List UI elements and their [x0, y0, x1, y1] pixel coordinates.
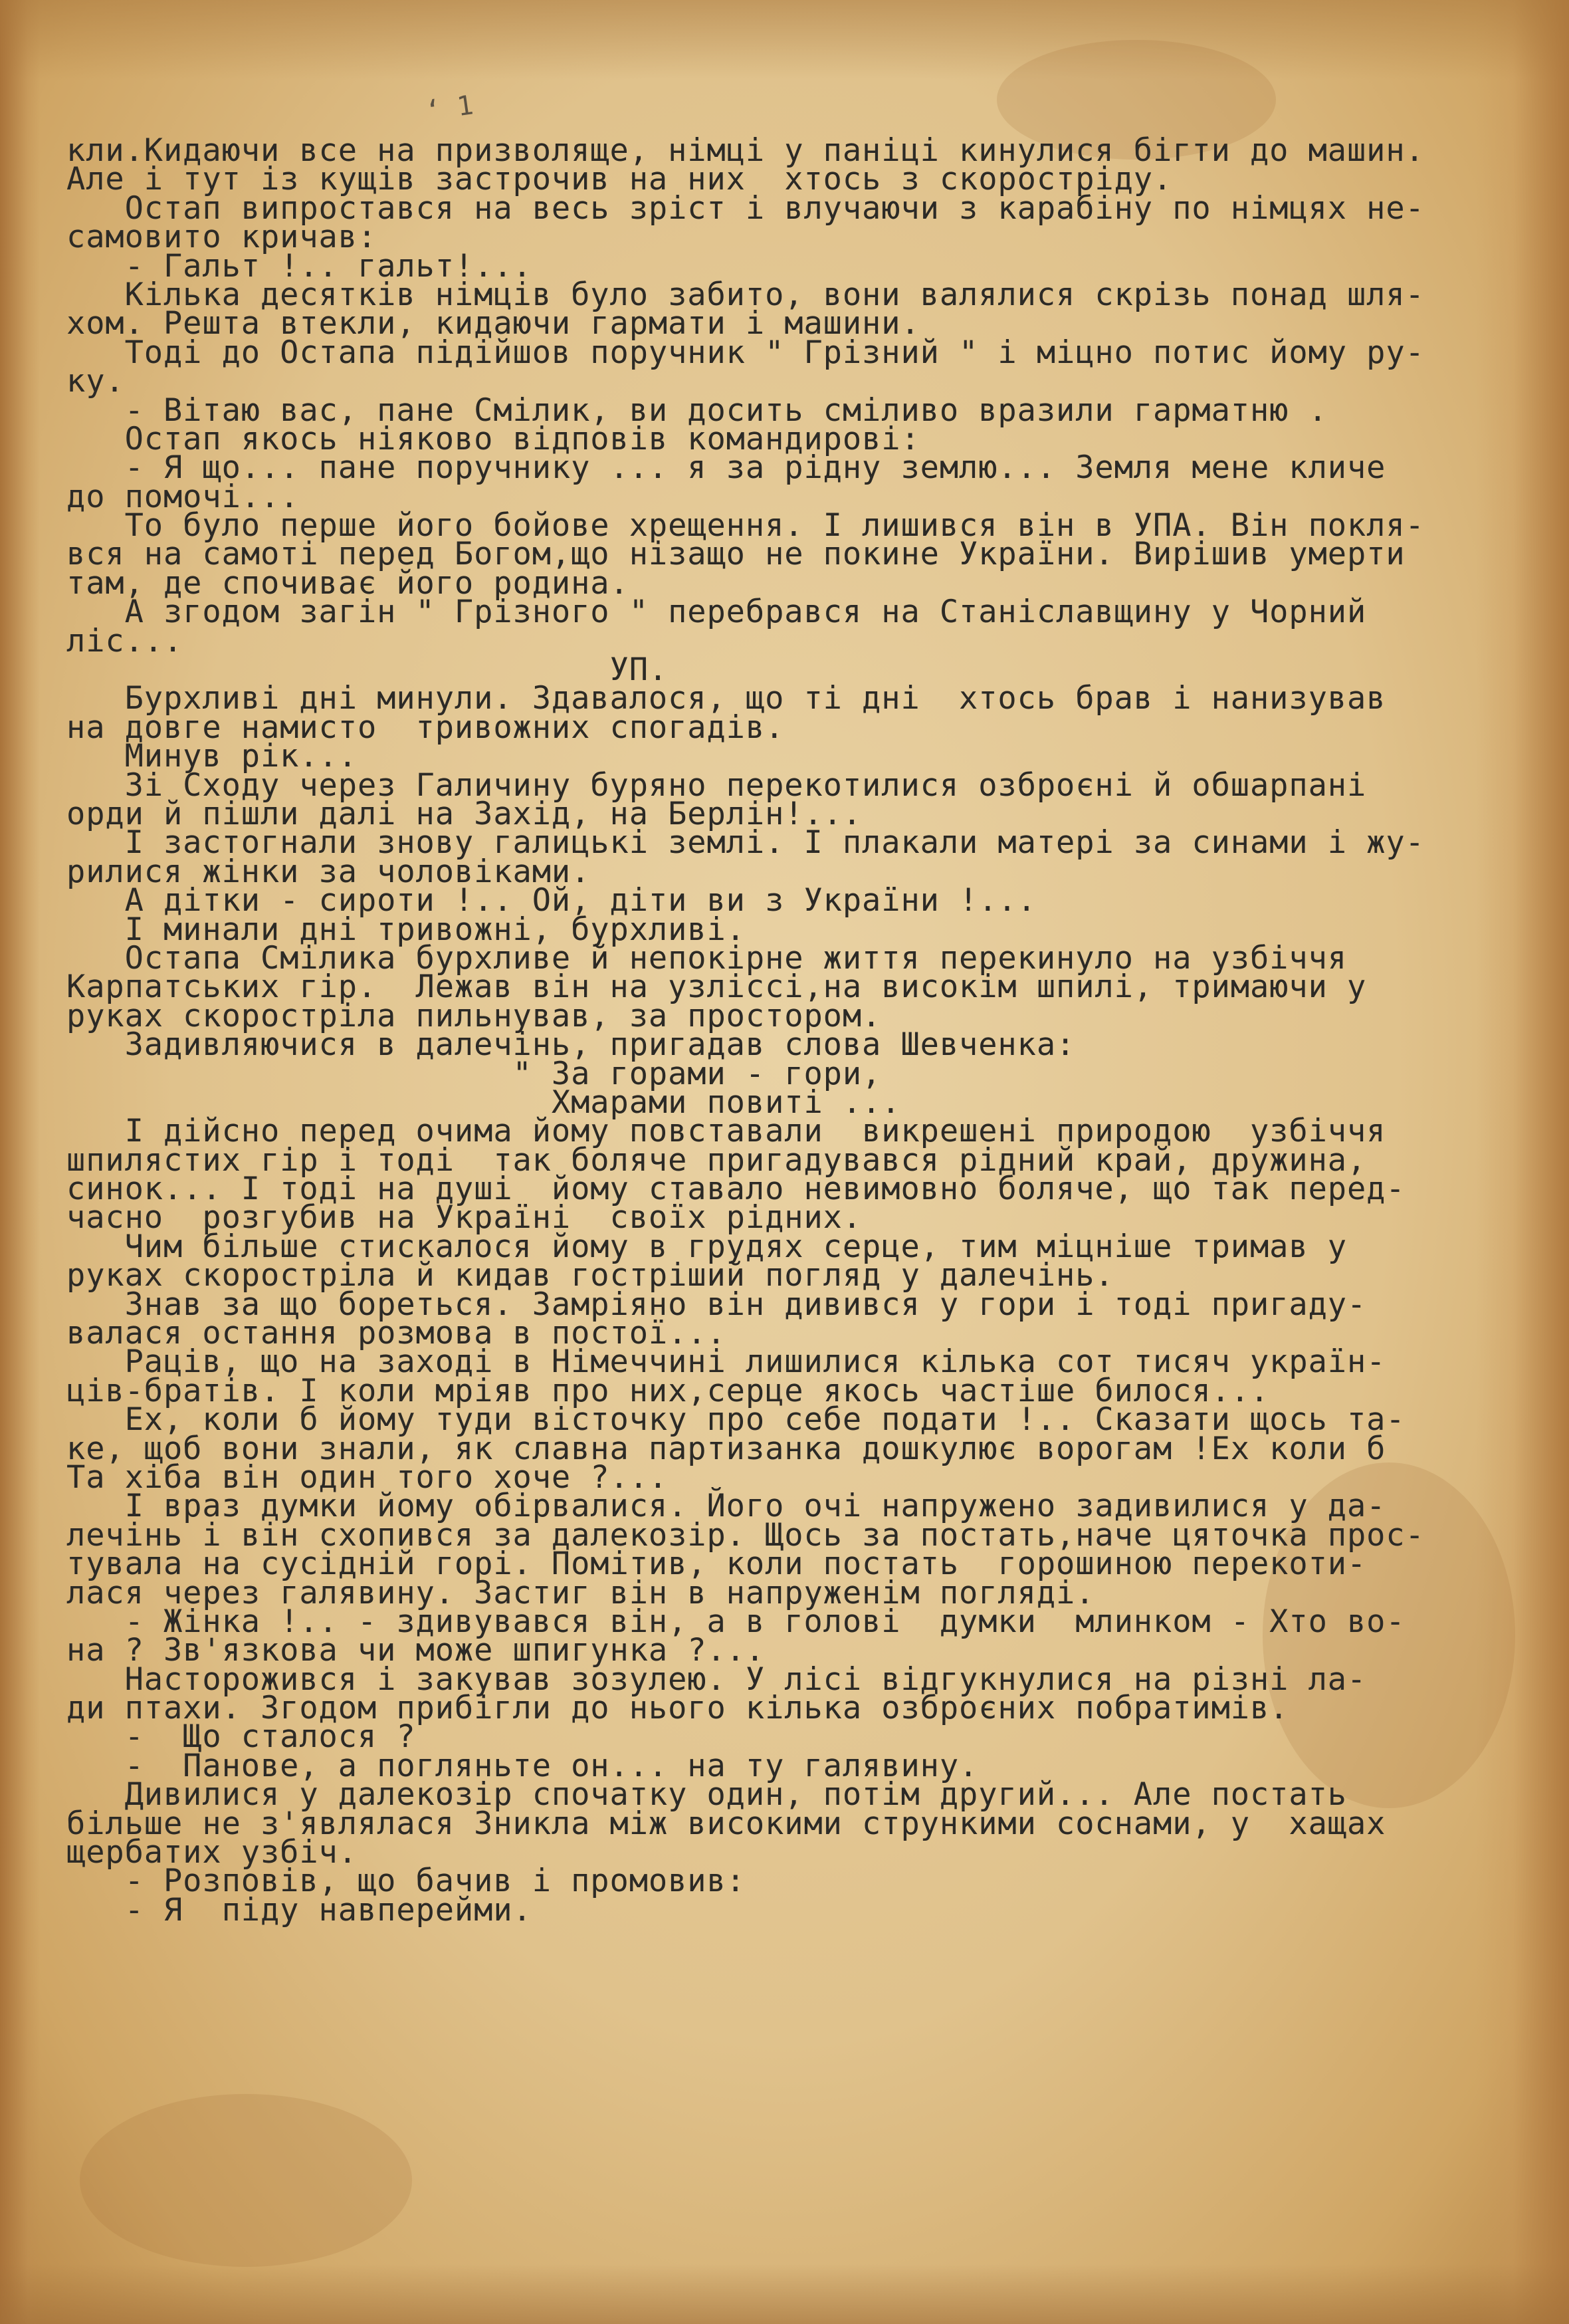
paper-stain: [80, 2094, 412, 2267]
text-line: лася через галявину. Застиг він в напруженім погляді.: [66, 1574, 1095, 1611]
text-line: Насторожився і закував зозулею. У лісі відгукнулися на різні ла-: [66, 1661, 1367, 1698]
text-line: Остап випростався на весь зріст і влучаючи з карабіну по німцях не-: [66, 189, 1425, 227]
text-line: ліс...: [66, 622, 183, 659]
text-line: руках скоростріла й кидав гостріший погляд у далечінь.: [66, 1257, 1114, 1294]
text-line: рилися жінки за чоловіками.: [66, 853, 591, 890]
text-line: - Що сталося ?: [66, 1718, 416, 1756]
text-line: - Вітаю вас, пане Смілик, ви досить сміливо вразили гарматню .: [66, 392, 1328, 429]
text-line: - Жінка !.. - здивувався він, а в голові думки млинком - Хто во-: [66, 1603, 1406, 1640]
text-line: синок... І тоді на душі йому ставало невимовно боляче, що так перед-: [66, 1171, 1406, 1208]
text-line: тувала на сусідній горі. Помітив, коли постать горошиною перекоти-: [66, 1546, 1367, 1583]
text-line: кли.Кидаючи все на призволяще, німці у паніці кинулися бігти до машин.: [66, 132, 1425, 169]
paper-edge-top: [0, 0, 1569, 80]
text-line: Ех, коли б йому туди вісточку про себе подати !.. Сказати щось та-: [66, 1401, 1406, 1439]
text-line: А дітки - сироти !.. Ой, діти ви з України !...: [66, 882, 1037, 919]
text-line: Остапа Смілика бурхливе й непокірне життя перекинуло на узбіччя: [66, 939, 1347, 977]
text-line: там, де спочиває його родина.: [66, 564, 629, 602]
text-line: І дійсно перед очима йому повставали викрешені природою узбіччя: [66, 1113, 1386, 1150]
text-line: більше не з'являлася Зникла між високими стрункими соснами, у хащах: [66, 1805, 1386, 1842]
text-line: І застогнали знову галицькі землі. І плакали матері за синами і жу-: [66, 824, 1425, 862]
text-line: - Гальт !.. гальт!...: [66, 247, 532, 285]
text-line: Чим більше стискалося йому в грудях серце, тим міцніше тримав у: [66, 1228, 1347, 1265]
text-line: ців-братів. І коли мріяв про них,серце якось частіше билося...: [66, 1372, 1270, 1409]
text-line: шпилястих гір і тоді так боляче пригадувався рідний край, дружина,: [66, 1141, 1367, 1179]
text-line: хом. Решта втекли, кидаючи гармати і машини.: [66, 305, 920, 342]
text-line: УП.: [66, 651, 669, 689]
text-line: лечінь і він схопився за далекозір. Щось за постать,наче цяточка прос-: [66, 1516, 1425, 1554]
text-line: часно розгубив на Україні своїх рідних.: [66, 1199, 863, 1236]
text-line: Карпатських гір. Лежав він на узліссі,на високім шпилі, тримаючи у: [66, 969, 1367, 1006]
text-line: орди й пішли далі на Захід, на Берлін!...: [66, 795, 863, 832]
text-line: Кілька десятків німців було забито, вони валялися скрізь понад шля-: [66, 276, 1425, 313]
typewritten-text: [66, 132, 1522, 1928]
paper-edge-bottom: [0, 2264, 1569, 2324]
text-line: Хмарами повиті ...: [66, 1084, 901, 1121]
text-line: на ? Зв'язкова чи може шпигунка ?...: [66, 1632, 766, 1669]
text-line: Остап якось ніяково відповів командирові:: [66, 420, 920, 457]
text-line: " За горами - гори,: [66, 1055, 882, 1092]
text-line: - Розповів, що бачив і промовив:: [66, 1863, 746, 1900]
text-line: - Панове, а погляньте он... на ту галявину.: [66, 1747, 979, 1784]
text-line: ку.: [66, 363, 125, 400]
text-line: Минув рік...: [66, 738, 358, 775]
text-line: до помочі...: [66, 478, 300, 515]
text-line: валася остання розмова в постої...: [66, 1315, 726, 1352]
text-line: Тоді до Остапа підійшов поручник " Грізний " і міцно потис йому ру-: [66, 334, 1425, 371]
text-line: Бурхливі дні минули. Здавалося, що ті дні хтось брав і нанизував: [66, 680, 1386, 717]
text-line: То було перше його бойове хрещення. І лишився він в УПА. Він покля-: [66, 507, 1425, 544]
text-line: ди птахи. Згодом прибігли до нього кілька озброєних побратимів.: [66, 1690, 1289, 1727]
text-line: руках скоростріла пильнував, за простором.: [66, 997, 882, 1034]
text-line: Дивилися у далекозір спочатку один, потім другий... Але постать: [66, 1776, 1347, 1813]
paper-edge-left: [0, 0, 40, 2324]
text-line: - Я піду навперейми.: [66, 1891, 532, 1928]
text-line: Але і тут із кущів застрочив на них хтось з скоростріду.: [66, 161, 1173, 198]
text-line: І минали дні тривожні, бурхливі.: [66, 911, 746, 948]
text-line: Знав за що бореться. Замріяно він дивився у гори і тоді пригаду-: [66, 1286, 1367, 1323]
page-mark: ‘ 1: [423, 90, 476, 127]
text-line: вся на самоті перед Богом,що нізащо не покине України. Вирішив умерти: [66, 536, 1406, 573]
text-line: Рацiв, що на заході в Німеччині лишилися кілька сот тисяч україн-: [66, 1343, 1386, 1381]
text-line: - Я що... пане поручнику ... я за рідну землю... Земля мене кличе: [66, 449, 1386, 487]
text-line: Задивляючися в далечінь, пригадав слова Шевченка:: [66, 1026, 1076, 1064]
text-line: ке, щоб вони знали, як славна партизанка дошкулює ворогам !Ех коли б: [66, 1430, 1386, 1467]
text-line: самовито кричав:: [66, 219, 377, 256]
text-line: Та хіба він один того хоче ?...: [66, 1458, 669, 1496]
text-line: на довге намисто тривожних спогадів.: [66, 709, 785, 746]
text-line: А згодом загін " Грізного " перебрався на Станіславщину у Чорний: [66, 594, 1367, 631]
text-line: Зі Сходу через Галичину буряно перекотилися озброєні й обшарпані: [66, 766, 1367, 804]
text-line: І враз думки йому обірвалися. Його очі напружено задивилися у да-: [66, 1488, 1386, 1525]
text-line: щербатих узбіч.: [66, 1834, 358, 1871]
